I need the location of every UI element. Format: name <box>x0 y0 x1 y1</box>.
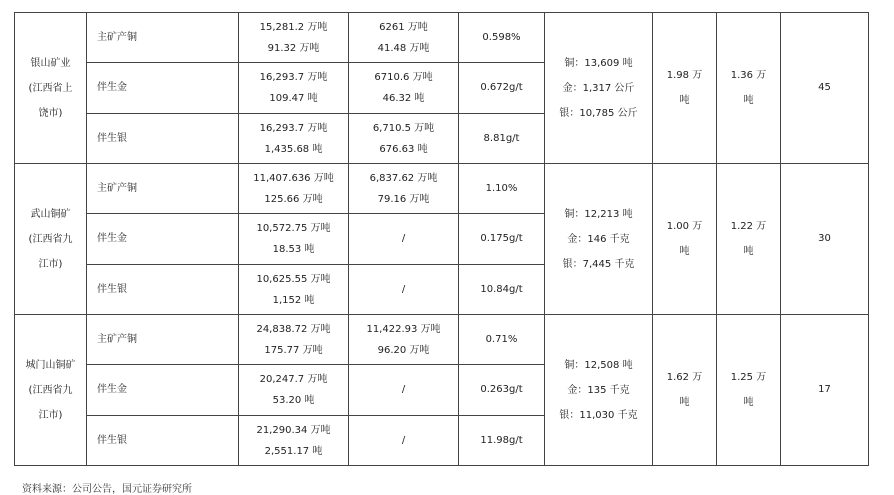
reserve-cell-line: 6261 万吨 <box>379 21 428 33</box>
production-cell <box>545 13 653 164</box>
resource-cell-line: 125.66 万吨 <box>264 193 323 205</box>
production-cell <box>545 315 653 466</box>
grade-cell: 0.175g/t <box>459 214 545 265</box>
mine-name-line: 武山铜矿 <box>30 208 71 220</box>
resource-cell-line: 16,293.7 万吨 <box>259 122 328 134</box>
mineral-type: 伴生银 <box>87 114 239 164</box>
reserve-cell-line: 6,837.62 万吨 <box>369 172 438 184</box>
reserve-cell-line: 96.20 万吨 <box>377 344 430 356</box>
cap2-line: 1.22 万 <box>730 221 767 232</box>
reserve-cell: / <box>349 265 459 315</box>
resource-cell <box>239 114 349 164</box>
mine-name-cell <box>15 164 87 315</box>
reserve-cell-line: 41.48 万吨 <box>377 42 430 54</box>
source-note: 资料来源：公司公告，国元证券研究所 <box>22 484 192 495</box>
production-cell <box>545 164 653 315</box>
production-line: 金：135 千克 <box>567 384 630 396</box>
mine-name-cell <box>15 315 87 466</box>
reserve-cell-line: 79.16 万吨 <box>377 193 430 205</box>
cap2-line: 1.25 万 <box>730 372 767 383</box>
cap1-cell <box>653 315 717 466</box>
reserve-cell-line: 6,710.5 万吨 <box>372 122 435 134</box>
resource-cell <box>239 13 349 63</box>
reserve-cell <box>349 114 459 164</box>
cap1-cell <box>653 13 717 164</box>
resource-cell-line: 11,407.636 万吨 <box>253 172 334 184</box>
production-line: 铜：13,609 吨 <box>564 57 633 69</box>
last-value-cell: 30 <box>781 164 869 315</box>
last-value-cell: 45 <box>781 13 869 164</box>
mineral-type: 伴生金 <box>87 365 239 416</box>
grade-cell: 11.98g/t <box>459 416 545 466</box>
mineral-type: 主矿产铜 <box>87 315 239 365</box>
cap1-line: 吨 <box>679 246 690 257</box>
reserve-cell <box>349 315 459 365</box>
table-row <box>15 13 869 63</box>
mineral-type: 伴生银 <box>87 265 239 315</box>
resource-cell-line: 91.32 万吨 <box>267 42 320 54</box>
mine-name-line: 城门山铜矿 <box>25 359 76 371</box>
resource-cell <box>239 265 349 315</box>
resource-cell-line: 53.20 吨 <box>272 395 315 406</box>
mine-name-line: (江西省九 <box>28 384 73 396</box>
grade-cell: 0.598% <box>459 13 545 63</box>
cap1-line: 吨 <box>679 95 690 106</box>
resource-cell <box>239 164 349 214</box>
cap2-line: 吨 <box>743 95 754 106</box>
cap1-cell <box>653 164 717 315</box>
resource-cell-line: 10,572.75 万吨 <box>256 223 331 234</box>
reserve-cell-line: 6710.6 万吨 <box>374 72 433 83</box>
last-value-cell: 17 <box>781 315 869 466</box>
cap2-line: 吨 <box>743 397 754 408</box>
reserve-cell: / <box>349 416 459 466</box>
mineral-type: 伴生金 <box>87 63 239 114</box>
grade-cell: 8.81g/t <box>459 114 545 164</box>
reserve-cell <box>349 164 459 214</box>
mine-name-line: (江西省上 <box>28 82 73 94</box>
resource-cell-line: 15,281.2 万吨 <box>259 21 328 33</box>
mine-name-line: 银山矿业 <box>30 57 71 69</box>
grade-cell: 1.10% <box>459 164 545 214</box>
cap2-cell <box>717 164 781 315</box>
production-line: 银：11,030 千克 <box>559 409 638 421</box>
table-row <box>15 315 869 365</box>
mine-resource-table <box>14 12 869 466</box>
grade-cell: 0.672g/t <box>459 63 545 114</box>
mine-name-line: (江西省九 <box>28 233 73 245</box>
mine-name-line: 江市) <box>38 409 63 421</box>
cap1-line: 1.62 万 <box>666 372 703 383</box>
production-line: 铜：12,508 吨 <box>564 359 633 371</box>
resource-cell-line: 1,152 吨 <box>272 294 315 306</box>
resource-cell <box>239 63 349 114</box>
mineral-type: 主矿产铜 <box>87 164 239 214</box>
grade-cell: 0.263g/t <box>459 365 545 416</box>
resource-cell-line: 24,838.72 万吨 <box>256 323 331 335</box>
resource-cell-line: 20,247.7 万吨 <box>259 374 328 385</box>
resource-cell-line: 2,551.17 吨 <box>264 445 323 457</box>
resource-cell-line: 18.53 吨 <box>272 244 315 255</box>
production-line: 铜：12,213 吨 <box>564 208 633 220</box>
production-line: 金：1,317 公斤 <box>562 82 635 94</box>
cap1-line: 吨 <box>679 397 690 408</box>
resource-cell-line: 16,293.7 万吨 <box>259 72 328 83</box>
cap2-line: 吨 <box>743 246 754 257</box>
cap1-line: 1.98 万 <box>666 70 703 81</box>
mine-name-cell <box>15 13 87 164</box>
resource-cell-line: 10,625.55 万吨 <box>256 273 331 285</box>
mineral-type: 伴生银 <box>87 416 239 466</box>
resource-cell <box>239 416 349 466</box>
grade-cell: 0.71% <box>459 315 545 365</box>
resource-cell <box>239 365 349 416</box>
mine-name-line: 江市) <box>38 258 63 270</box>
mineral-type: 主矿产铜 <box>87 13 239 63</box>
reserve-cell: / <box>349 214 459 265</box>
production-line: 金：146 千克 <box>567 233 630 245</box>
reserve-cell-line: 11,422.93 万吨 <box>366 323 441 335</box>
table-row <box>15 164 869 214</box>
reserve-cell <box>349 63 459 114</box>
resource-cell-line: 175.77 万吨 <box>264 344 323 356</box>
reserve-cell-line: 46.32 吨 <box>382 93 425 104</box>
table-body <box>15 13 869 466</box>
cap2-cell <box>717 13 781 164</box>
mine-name-line: 饶市) <box>38 107 63 119</box>
production-line: 银：7,445 千克 <box>562 258 635 270</box>
cap2-cell <box>717 315 781 466</box>
production-line: 银：10,785 公斤 <box>559 107 638 119</box>
reserve-cell <box>349 13 459 63</box>
resource-cell-line: 109.47 吨 <box>269 93 318 104</box>
mineral-type: 伴生金 <box>87 214 239 265</box>
resource-cell-line: 21,290.34 万吨 <box>256 424 331 436</box>
resource-cell <box>239 315 349 365</box>
cap2-line: 1.36 万 <box>730 70 767 81</box>
resource-cell-line: 1,435.68 吨 <box>264 143 323 155</box>
reserve-cell: / <box>349 365 459 416</box>
cap1-line: 1.00 万 <box>666 221 703 232</box>
grade-cell: 10.84g/t <box>459 265 545 315</box>
reserve-cell-line: 676.63 吨 <box>379 143 428 155</box>
resource-cell <box>239 214 349 265</box>
